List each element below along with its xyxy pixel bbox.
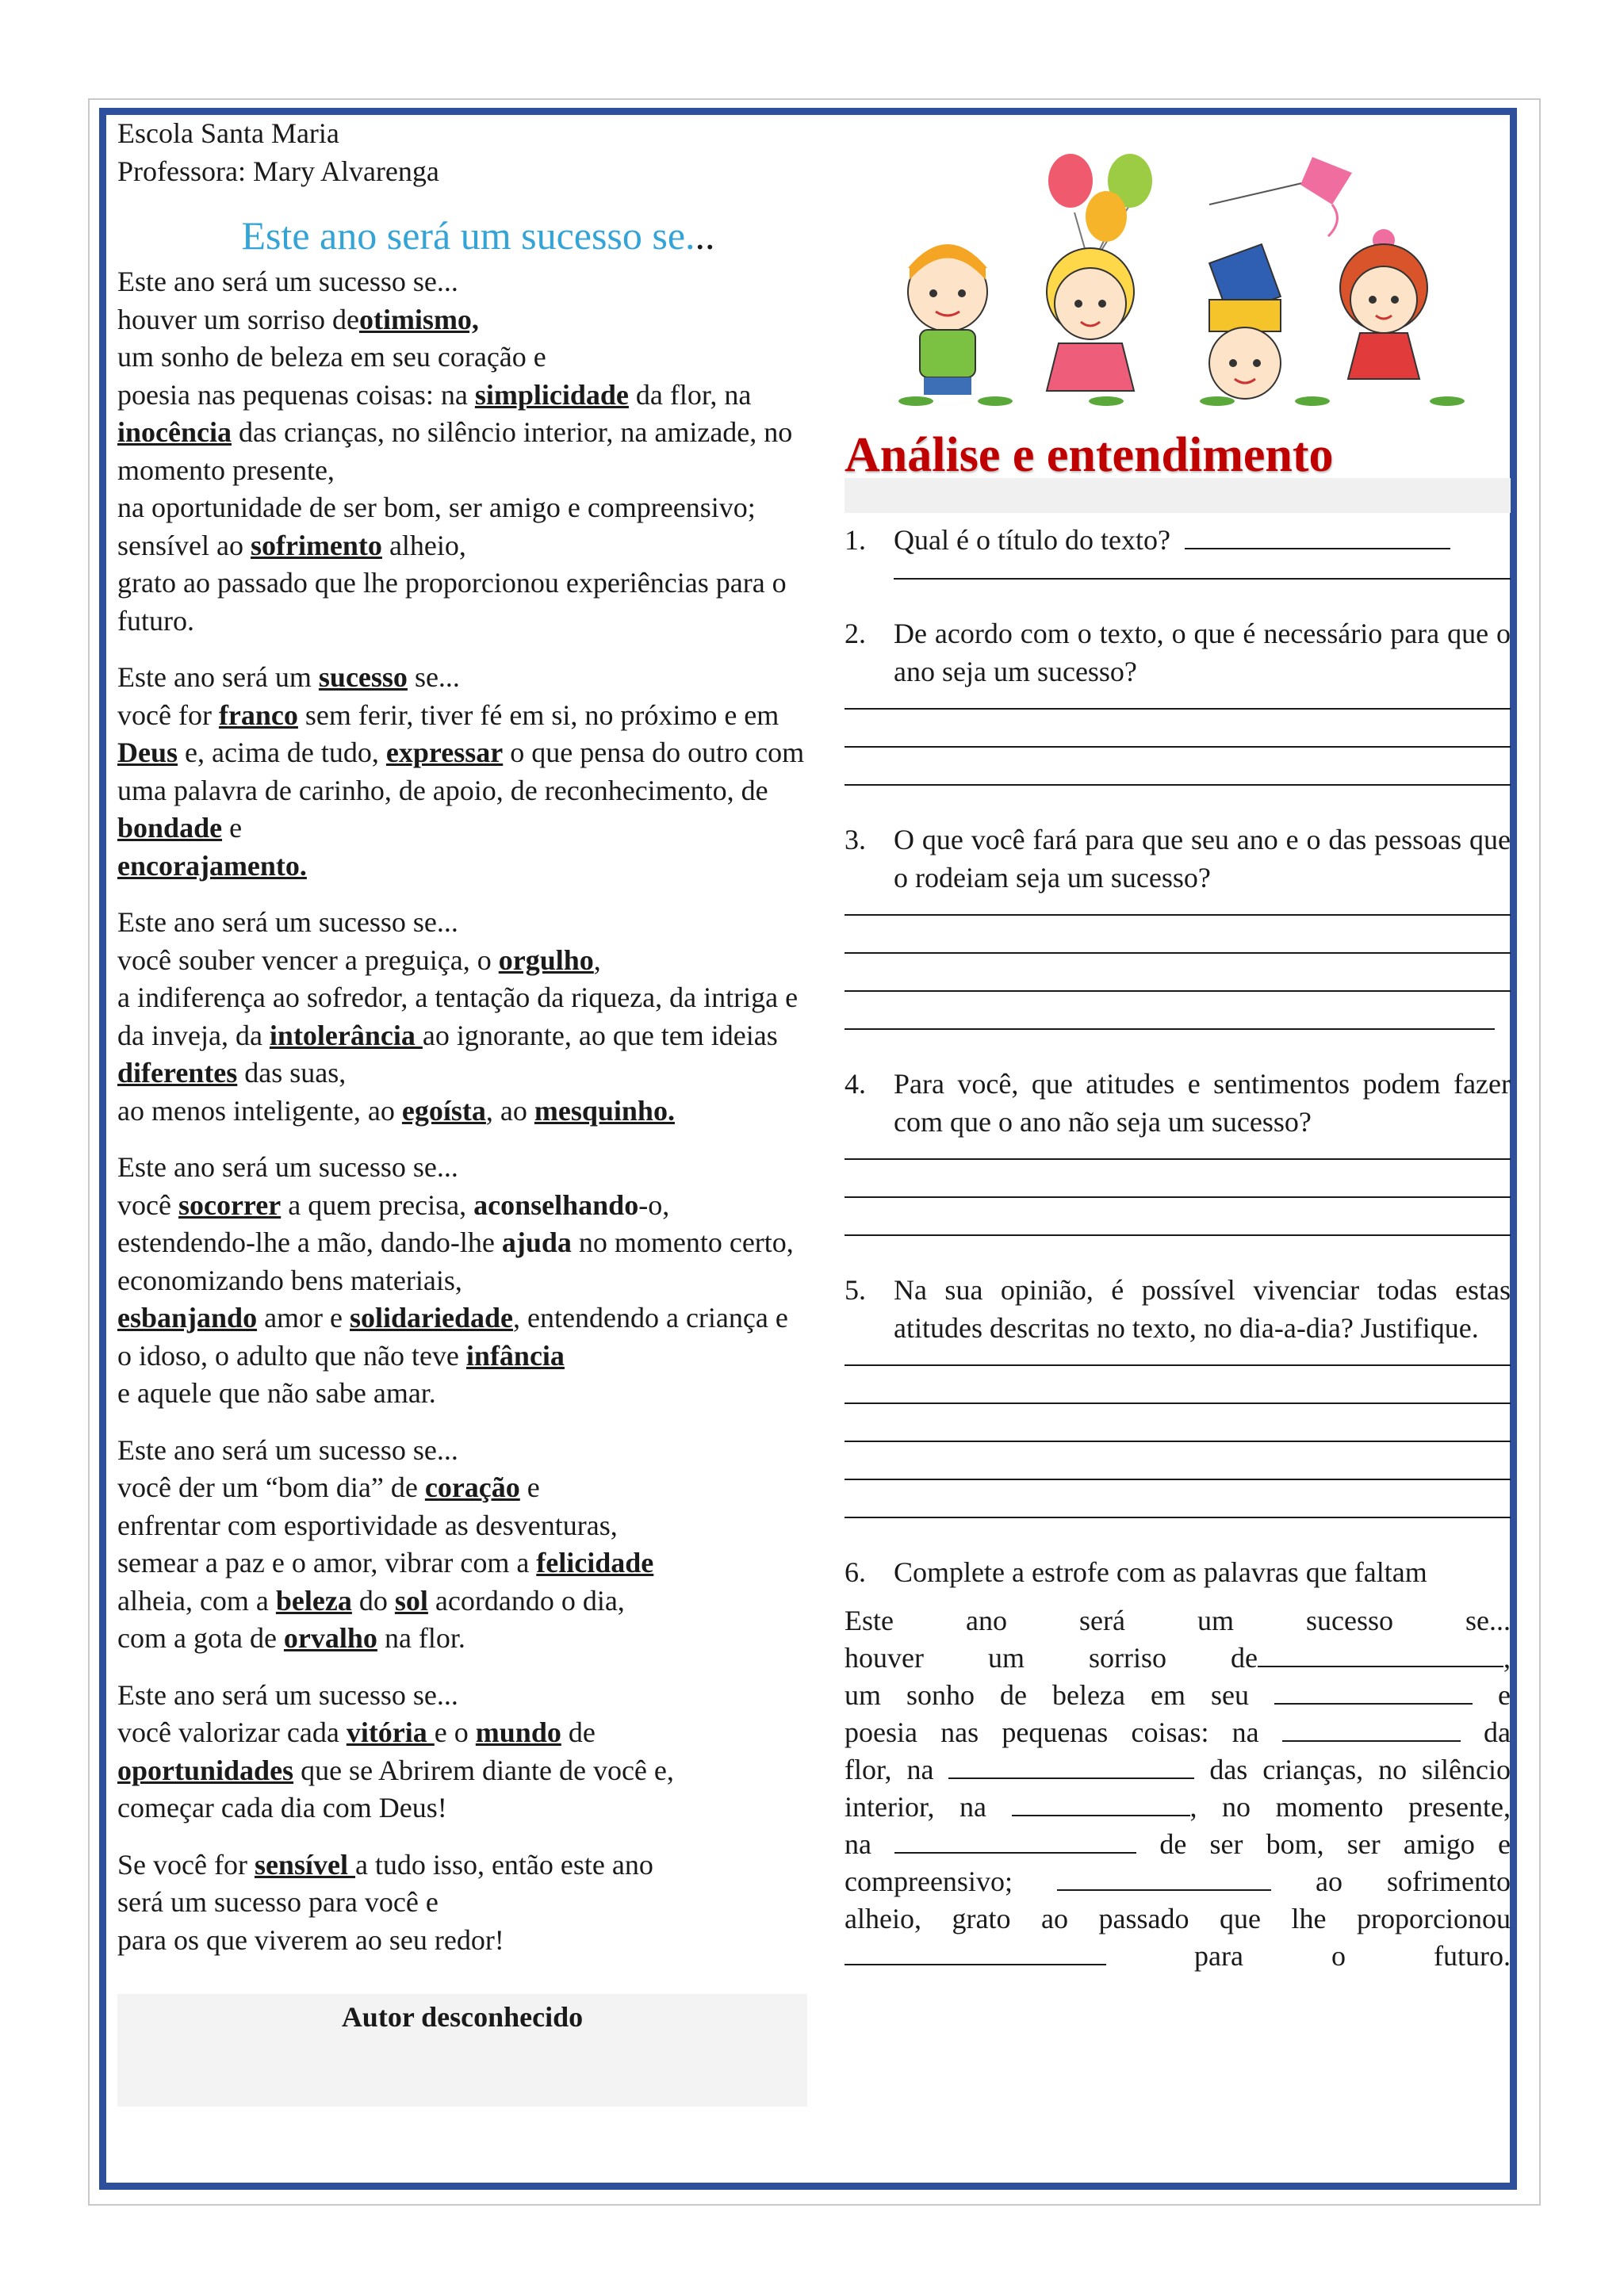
question-5: 5. Na sua opinião, é possível vivenciar todas estas atitudes descritas no texto, no dia-a-dia? Justifique. [845, 1274, 1511, 1344]
answer-blank[interactable] [845, 1940, 1106, 1965]
answer-blank[interactable] [894, 1828, 1136, 1854]
question-6: 6. Complete a estrofe com as palavras que faltam [845, 1556, 1427, 1588]
paragraph-1: Este ano será um sucesso se... houver um sorriso deotimismo, um sonho de beleza em seu coração e poesia nas pequenas coisas: na simplicidade da flor, na inocência das crianças, no silêncio interior, na amizade, no momento presente, na oportunidade de ser bom, ser amigo e compreensivo; sensível ao sofrimento alheio, grato ao passado que lhe proporcionou experiências para o futuro. [117, 266, 793, 637]
answer-line[interactable] [845, 1480, 1511, 1518]
answer-line[interactable] [845, 992, 1495, 1030]
answer-line[interactable] [845, 710, 1511, 748]
paragraph-3: Este ano será um sucesso se... você souber vencer a preguiça, o orgulho, a indiferença ao sofredor, a tentação da riqueza, da intriga e da inveja, da intolerância ao ignorante, ao que tem ideias diferentes das suas, ao menos inteligente, ao egoísta, ao mesquinho. [117, 906, 799, 1127]
answer-line[interactable] [845, 954, 1511, 992]
section-title: Análise e entendimento [845, 428, 1334, 482]
grass-decoration [898, 396, 1465, 406]
answer-blank[interactable] [1185, 524, 1450, 549]
children-illustration [868, 149, 1471, 411]
answer-blank[interactable] [948, 1754, 1194, 1779]
answer-blank[interactable] [1057, 1866, 1271, 1891]
answer-line[interactable] [845, 1404, 1511, 1442]
text-title: Este ano será um sucesso se... [241, 213, 715, 258]
answer-line[interactable] [845, 1141, 1511, 1160]
answer-blank[interactable] [1258, 1642, 1503, 1667]
paragraph-5: Este ano será um sucesso se... você der um “bom dia” de coração e enfrentar com esportividade as desventuras, semear a paz e o amor, vibrar com a felicidade alheia, com a beleza do sol acordando o dia, com a gota de orvalho na flor. [117, 1433, 654, 1654]
answer-line[interactable] [845, 916, 1511, 954]
paragraph-6: Este ano será um sucesso se... você valorizar cada vitória e o mundo de oportunidades que se Abrirem diante de você e, começar cada dia com Deus! [117, 1678, 674, 1823]
girl-red-dress [1340, 229, 1427, 379]
paragraph-2: Este ano será um sucesso se... você for franco sem ferir, tiver fé em si, no próximo e em Deus e, acima de tudo, expressar o que pensa do outro com uma palavra de carinho, de apoio, de reconhecimento, de bondade e encorajamento. [117, 661, 805, 882]
left-column [117, 114, 807, 2107]
boy-green-shirt [908, 244, 987, 395]
kite-icon [1209, 157, 1352, 236]
strophe-exercise: Este ano será um sucesso se... houver um sorriso de , um sonho de beleza em seu e poesia nas pequenas coisas: na da flor, na das crianças, no silêncio interior, na , no momento presente, na de ser bom, ser amigo e compreensivo; ao sofrimento alheio, grato ao passado que lhe proporcionou para o futuro. [845, 1605, 1511, 1972]
paragraph-4: Este ano será um sucesso se... você socorrer a quem precisa, aconselhando-o, estendendo-lhe a mão, dando-lhe ajuda no momento certo, economizando bens materiais, esbanjando amor e solidariedade, entendendo a criança e o idoso, o adulto que não teve infância e aquele que não sabe amar. [117, 1151, 794, 1409]
section-title-bar [845, 478, 1511, 513]
answer-line[interactable] [845, 1160, 1511, 1198]
answer-line[interactable] [845, 748, 1511, 786]
boy-handstand [1209, 244, 1281, 399]
paragraph-7: Se você for sensível a tudo isso, então este ano será um sucesso para você e para os que viverem ao seu redor! [117, 1848, 653, 1956]
question-2: 2. De acordo com o texto, o que é necessário para que o ano seja um sucesso? [845, 618, 1511, 687]
girl-yellow-hair [1047, 248, 1134, 391]
answer-blank[interactable] [1012, 1791, 1190, 1816]
answer-line[interactable] [845, 1442, 1511, 1480]
answer-line[interactable] [845, 1198, 1511, 1236]
question-3: 3. O que você fará para que seu ano e o das pessoas que o rodeiam seja um sucesso? [845, 824, 1511, 894]
question-4: 4. Para você, que atitudes e sentimentos podem fazer com que o ano não seja um sucesso? [845, 1068, 1511, 1138]
right-column [845, 114, 1511, 1975]
teacher-name: Professora: Mary Alvarenga [117, 155, 439, 187]
answer-line[interactable] [845, 691, 1511, 710]
answer-line[interactable] [845, 1347, 1511, 1366]
answer-blank[interactable] [1274, 1679, 1473, 1705]
school-name: Escola Santa Maria [117, 117, 339, 149]
answer-line[interactable] [845, 1366, 1511, 1404]
author-box [117, 1994, 807, 2107]
answer-line[interactable] [845, 897, 1511, 916]
author-name: Autor desconhecido [341, 2001, 584, 2033]
question-1: 1. Qual é o título do texto? [845, 521, 1511, 559]
answer-line[interactable] [894, 559, 1511, 580]
answer-blank[interactable] [1282, 1716, 1461, 1742]
